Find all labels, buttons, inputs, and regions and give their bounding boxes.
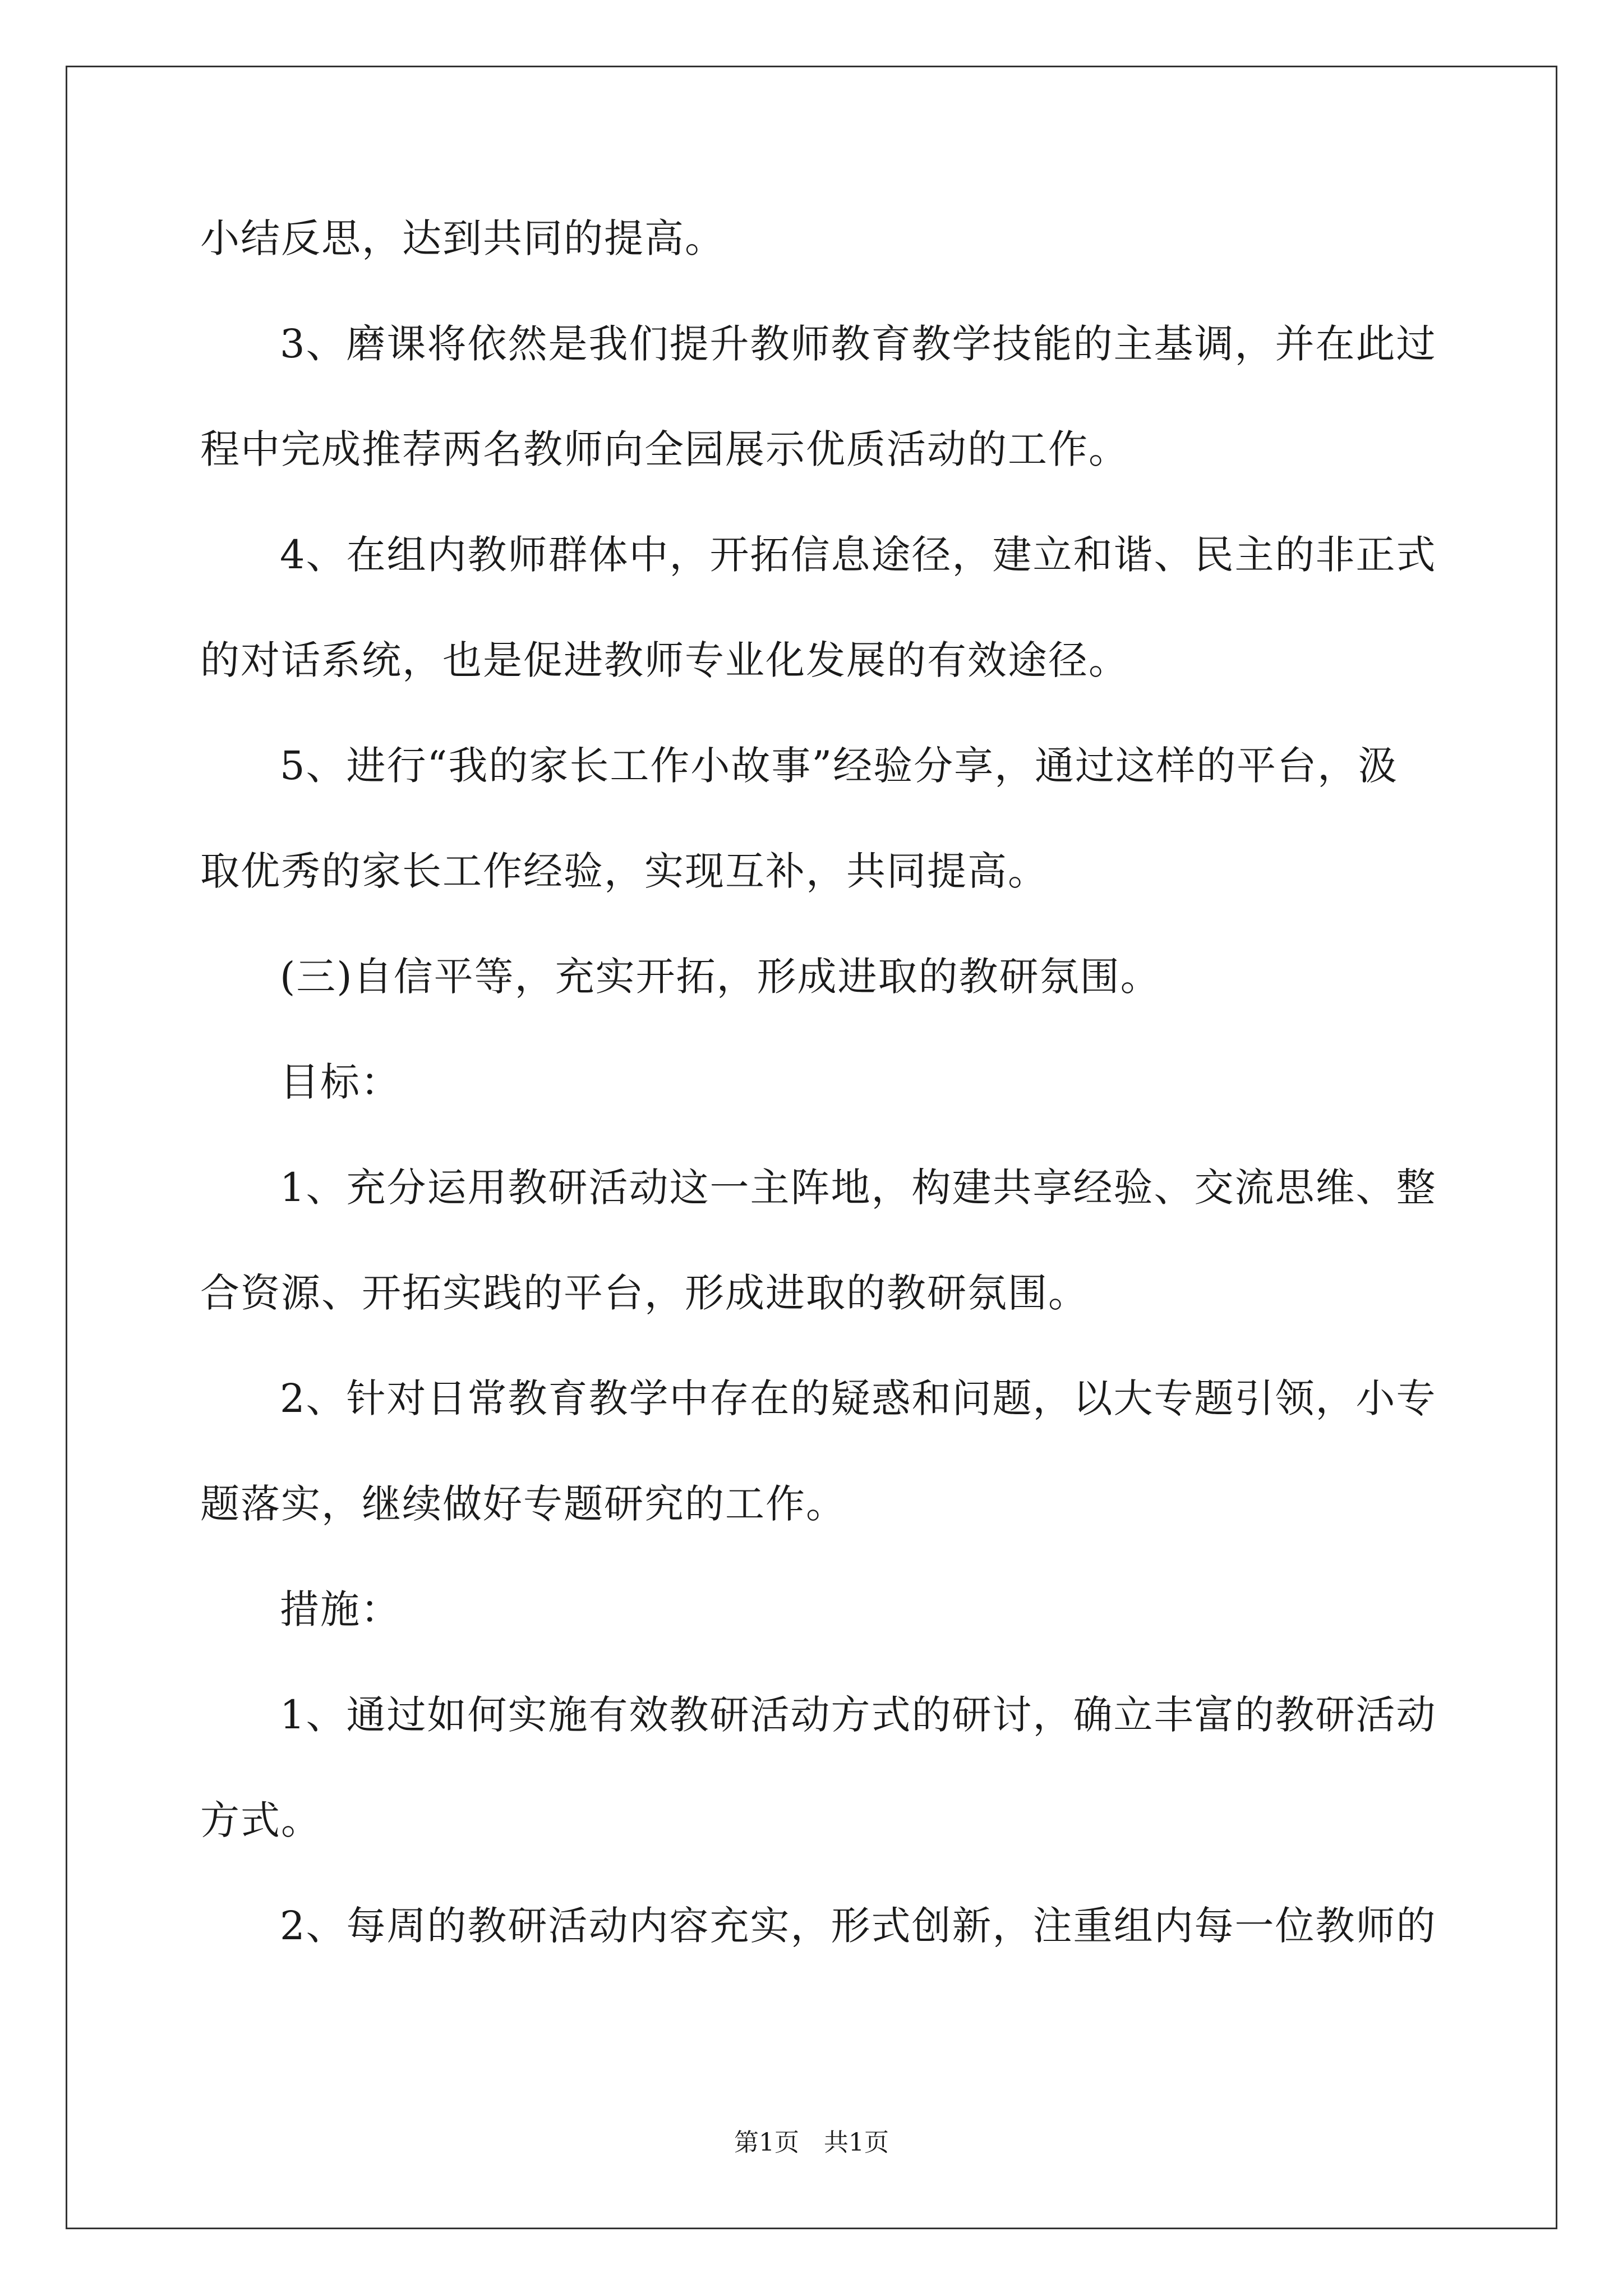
page-number-footer: 第1页 共1页 — [734, 2128, 889, 2157]
paragraph-line: 2、每周的教研活动内容充实，形式创新，注重组内每一位教师的 — [280, 1903, 1437, 1949]
paragraph-line: 小结反思，达到共同的提高。 — [200, 215, 725, 261]
subheading-measures: 措施： — [280, 1586, 401, 1632]
paragraph-line: 的对话系统，也是促进教师专业化发展的有效途径。 — [200, 637, 1129, 683]
paragraph-line: 1、通过如何实施有效教研活动方式的研讨，确立丰富的教研活动 — [280, 1692, 1437, 1738]
subheading-goals: 目标： — [280, 1059, 401, 1105]
paragraph-line: 程中完成推荐两名教师向全园展示优质活动的工作。 — [200, 426, 1129, 472]
paragraph-line: 4、在组内教师群体中，开拓信息途径，建立和谐、民主的非正式 — [280, 532, 1437, 578]
section-heading: (三)自信平等，充实开拓，形成进取的教研氛围。 — [280, 954, 1161, 1000]
paragraph-line: 取优秀的家长工作经验，实现互补，共同提高。 — [200, 848, 1048, 894]
paragraph-line: 方式。 — [200, 1797, 321, 1843]
paragraph-line: 1、充分运用教研活动这一主阵地，构建共享经验、交流思维、整 — [280, 1165, 1437, 1211]
paragraph-line: 合资源、开拓实践的平台，形成进取的教研氛围。 — [200, 1270, 1089, 1316]
paragraph-line: 题落实，继续做好专题研究的工作。 — [200, 1481, 846, 1527]
paragraph-line: 3、磨课将依然是我们提升教师教育教学技能的主基调，并在此过 — [280, 321, 1437, 367]
paragraph-line: 2、针对日常教育教学中存在的疑惑和问题，以大专题引领，小专 — [280, 1375, 1437, 1421]
paragraph-line: 5、进行“我的家长工作小故事”经验分享，通过这样的平台，汲 — [280, 743, 1399, 789]
